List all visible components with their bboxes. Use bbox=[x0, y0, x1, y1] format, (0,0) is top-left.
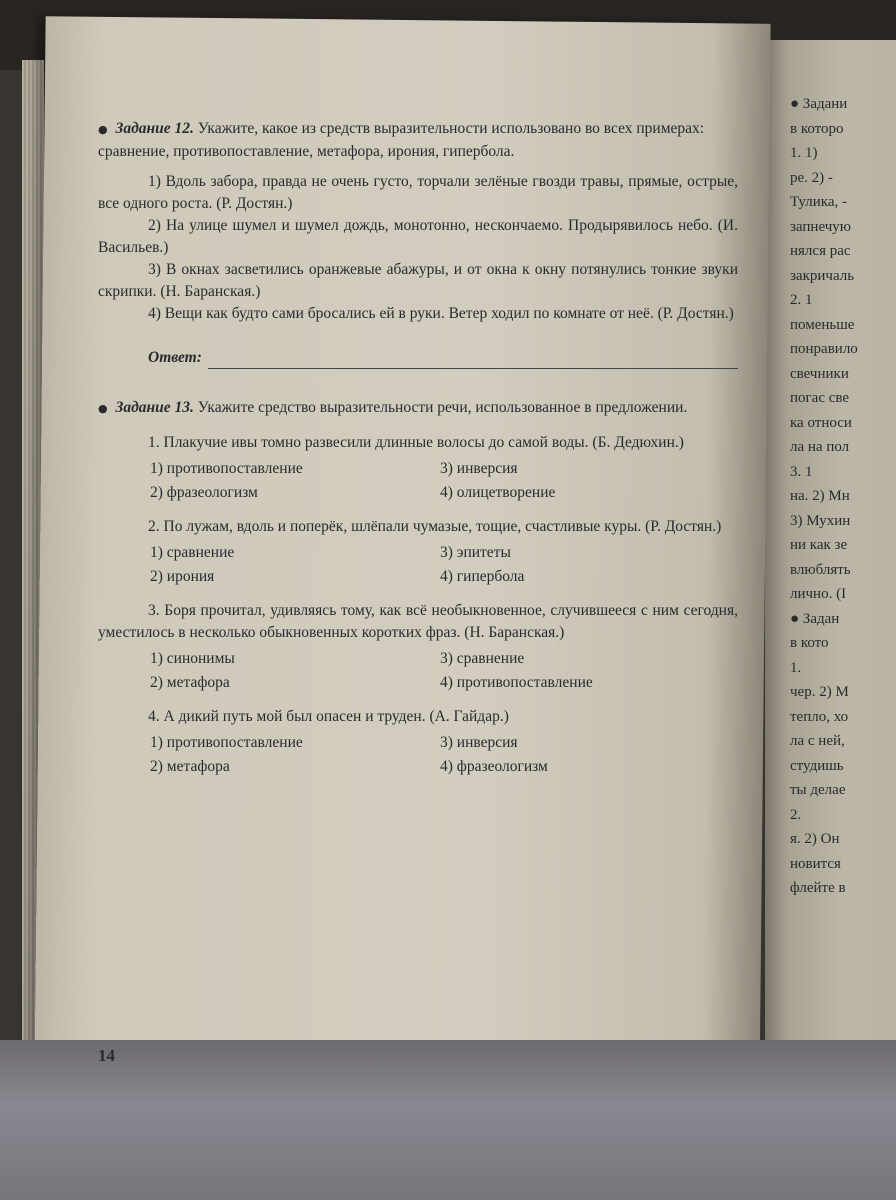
right-page-line: свечники bbox=[790, 365, 849, 382]
right-page-line: на. 2) Мн bbox=[790, 488, 850, 504]
right-page-line: я. 2) Он bbox=[790, 831, 840, 847]
option: 2) ирония bbox=[150, 568, 215, 585]
answer-line[interactable] bbox=[208, 354, 738, 369]
task-13-heading bbox=[98, 397, 738, 420]
right-page-line: ● Задани bbox=[790, 96, 848, 112]
right-page-line: ре. 2) - bbox=[790, 169, 833, 186]
right-page-line: ла с ней, bbox=[790, 733, 845, 749]
task-12-item: 4) Вещи как будто сами бросались ей в руки. Ветер ходил по комнате от неё. (Р. Достян.) bbox=[148, 305, 734, 322]
answer-label: Ответ: bbox=[148, 349, 202, 366]
right-page-line: в которо bbox=[790, 120, 844, 137]
task-12-heading bbox=[98, 118, 738, 163]
task-13-question: 2. По лужам, вдоль и поперёк, шлёпали чумазые, тощие, счастливые куры. (Р. Достян.) bbox=[148, 518, 722, 535]
right-page-line: нялся рас bbox=[790, 243, 851, 259]
task-13-instruction: Укажите средство выразительности речи, использованное в предложении. bbox=[197, 399, 688, 416]
bullet-icon: ● bbox=[98, 123, 108, 136]
right-page-line: в кото bbox=[790, 635, 829, 651]
task-12-item: 1) Вдоль забора, правда не очень густо, торчали зелёные гвозди травы, прямые, острые, все одного роста. (Р. Достян.) bbox=[98, 173, 738, 212]
right-page-line: флейте в bbox=[790, 880, 846, 896]
right-page-line: 1. 1) bbox=[790, 145, 818, 161]
options-grid bbox=[150, 732, 738, 778]
option: 1) сравнение bbox=[150, 544, 235, 561]
options-grid bbox=[150, 458, 738, 504]
right-page-line: погас све bbox=[790, 390, 850, 406]
right-page-line: 3) Мухин bbox=[790, 512, 851, 529]
page-number: 14 bbox=[98, 1046, 115, 1065]
option: 4) фразеологизм bbox=[440, 758, 548, 775]
right-page-line: студишь bbox=[790, 757, 844, 774]
option: 1) синонимы bbox=[150, 650, 235, 667]
option: 2) фразеологизм bbox=[150, 484, 258, 501]
option: 1) противопоставление bbox=[150, 460, 303, 477]
task-13-question: 3. Боря прочитал, удивляясь тому, как всё необыкновенное, случившееся с ним сегодня, уместилось в несколько обыкновенных коротких фраз. (Н. Баранская.) bbox=[98, 602, 738, 641]
options-grid bbox=[150, 542, 738, 588]
task-12-item: 2) На улице шумел и шумел дождь, монотонно, нескончаемо. Продырявилось небо. (И. Васильев.) bbox=[98, 217, 738, 256]
right-page-line: 2. 1 bbox=[790, 292, 813, 308]
right-page-line: 2. bbox=[790, 806, 802, 823]
options-grid bbox=[150, 648, 738, 694]
right-page-line: ты делае bbox=[790, 782, 846, 798]
right-page-line: 1. bbox=[790, 659, 802, 676]
fabric-background bbox=[0, 1040, 896, 1200]
answer-row bbox=[98, 347, 738, 369]
right-page-line: чер. 2) М bbox=[790, 684, 849, 700]
bullet-icon: ● bbox=[98, 402, 108, 415]
right-page-line: понравило bbox=[790, 341, 858, 357]
right-page-line: ● Задан bbox=[790, 610, 840, 627]
right-page-line: ка относи bbox=[790, 414, 852, 431]
right-page-line: запнечую bbox=[790, 218, 851, 235]
option: 1) противопоставление bbox=[150, 734, 303, 751]
option: 4) гипербола bbox=[440, 568, 525, 585]
task-13-question: 1. Плакучие ивы томно развесили длинные волосы до самой воды. (Б. Дедюхин.) bbox=[148, 434, 684, 451]
task-12-item: 3) В окнах засветились оранжевые абажуры, и от окна к окну потянулись тонкие звуки скрипки. (Н. Баранская.) bbox=[98, 261, 738, 300]
right-page-line: 3. 1 bbox=[790, 463, 813, 480]
right-page-line: лично. (І bbox=[790, 586, 847, 602]
option: 3) сравнение bbox=[440, 650, 525, 667]
right-page-line: новится bbox=[790, 855, 841, 872]
right-page-text bbox=[790, 92, 896, 901]
right-page-line: ла на пол bbox=[790, 439, 850, 455]
task-12-title: Задание 12. bbox=[115, 120, 194, 137]
task-13-title: Задание 13. bbox=[115, 399, 194, 416]
option: 2) метафора bbox=[150, 758, 230, 775]
option: 2) метафора bbox=[150, 674, 230, 691]
task-12-instruction: Укажите, какое из средств выразительности использовано во всех примерах: сравнение, противопоставление, метафора, ирония, гипербола. bbox=[98, 120, 705, 160]
right-page-line: ни как зе bbox=[790, 537, 848, 553]
right-page-line: поменьше bbox=[790, 316, 855, 333]
right-page-line: тепло, хо bbox=[790, 708, 849, 725]
task-13-question: 4. А дикий путь мой был опасен и труден. (А. Гайдар.) bbox=[148, 708, 509, 725]
option: 4) олицетворение bbox=[440, 484, 556, 501]
option: 3) инверсия bbox=[440, 734, 518, 751]
option: 3) эпитеты bbox=[440, 544, 511, 561]
right-page-line: Тулика, - bbox=[790, 194, 847, 210]
right-page-line: закричаль bbox=[790, 267, 855, 284]
page-content bbox=[98, 118, 738, 778]
option: 3) инверсия bbox=[440, 460, 518, 477]
option: 4) противопоставление bbox=[440, 674, 593, 691]
right-page-line: влюблять bbox=[790, 561, 851, 578]
